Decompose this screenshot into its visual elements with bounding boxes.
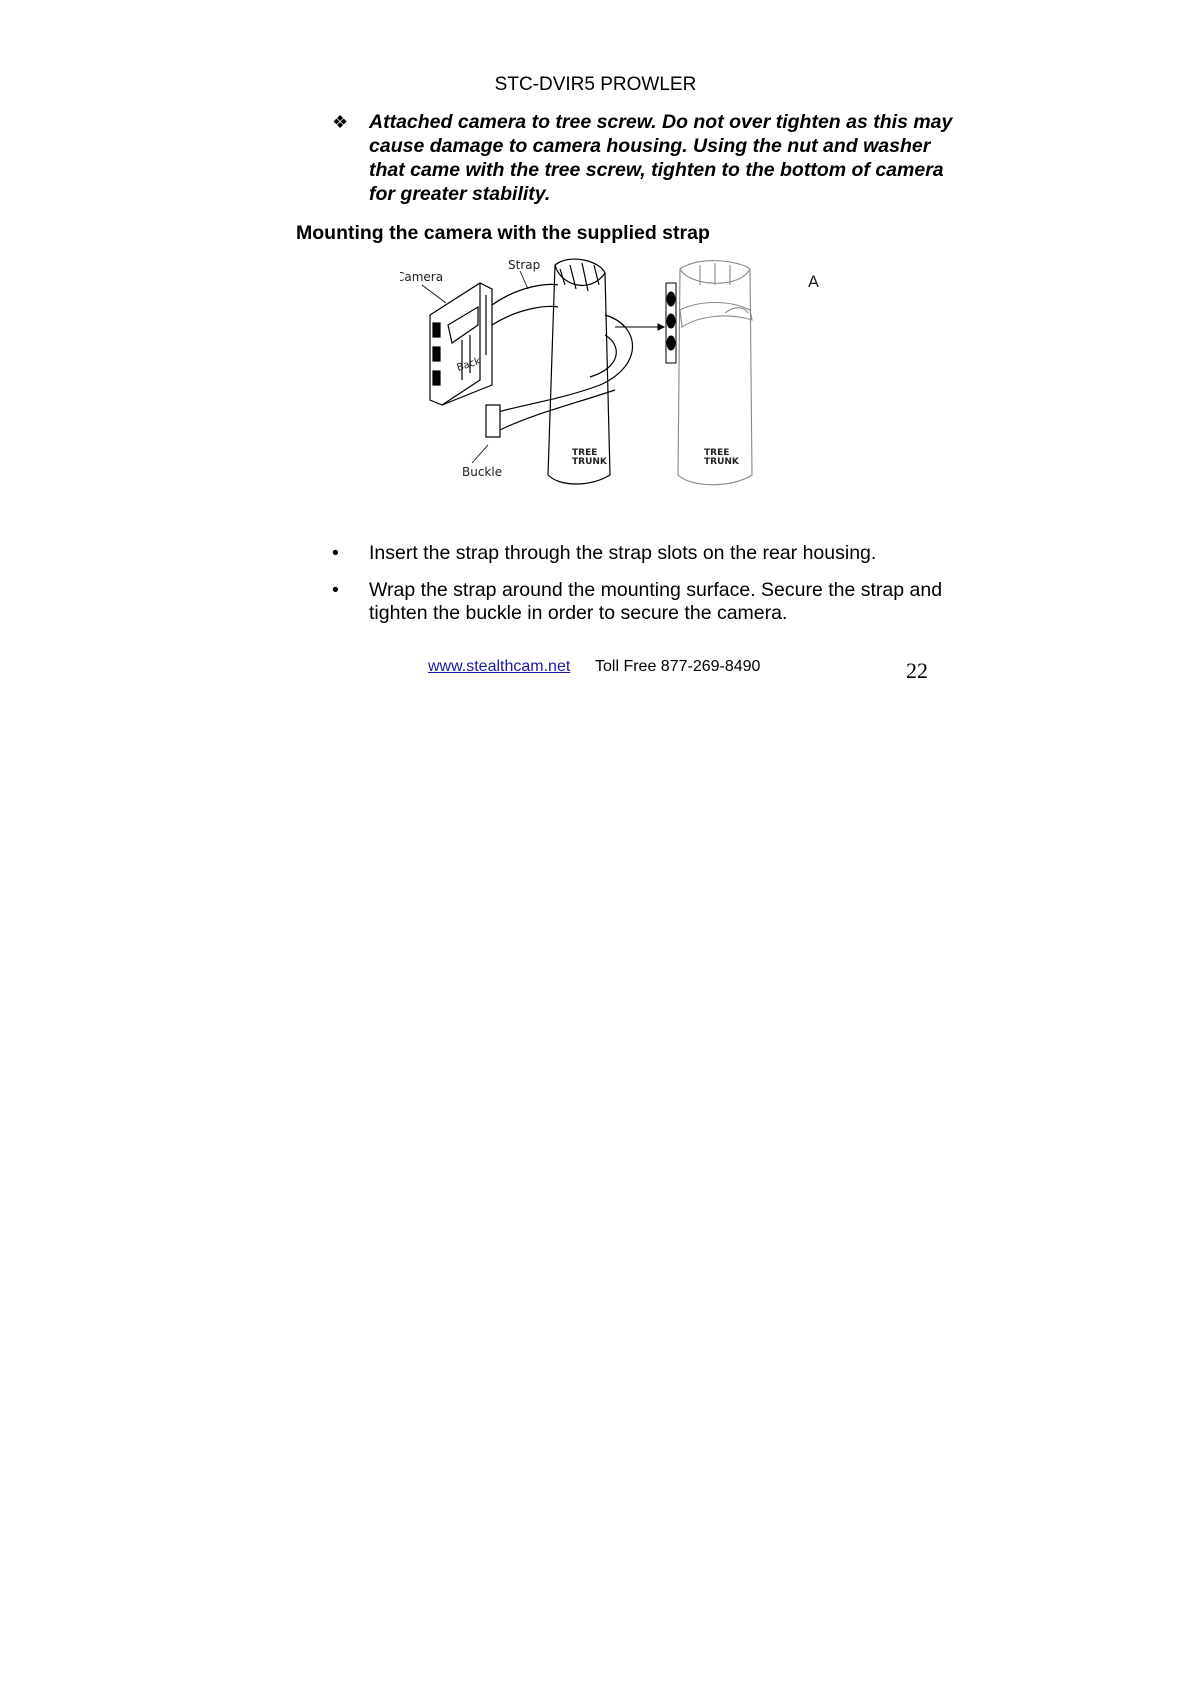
label-back: Back — [455, 355, 483, 374]
page-header: STC-DVIR5 PROWLER — [494, 74, 697, 95]
page-number: 22 — [906, 658, 928, 683]
list-item-text: Insert the strap through the strap slots on the rear housing. — [369, 542, 877, 564]
list-item-text: Wrap the strap around the mounting surface. Secure the strap and tighten the buckle in order to secure the camera. — [369, 579, 943, 624]
list-item — [332, 579, 952, 625]
label-strap: Strap — [508, 258, 541, 272]
note-text: Attached camera to tree screw. Do not over tighten as this may cause damage to camera housing. Using the nut and washer that came with the tree screw, tighten to the bottom of camera for greater stability. — [369, 111, 953, 205]
label-trunk-left: TRUNK — [572, 457, 607, 467]
toll-free-phone: Toll Free 877-269-8490 — [595, 658, 761, 675]
mounted-camera-drawing — [666, 283, 676, 363]
bullet-icon: • — [332, 542, 339, 564]
label-tree-left: TREE — [572, 448, 598, 458]
label-buckle: Buckle — [462, 465, 503, 479]
label-trunk-right: TRUNK — [704, 457, 739, 467]
diamond-bullet-icon: ❖ — [332, 112, 349, 132]
page-footer — [0, 658, 1191, 688]
list-item — [332, 542, 952, 565]
bullet-icon: • — [332, 579, 339, 601]
label-tree-right: TREE — [704, 448, 730, 458]
label-a: A — [808, 272, 819, 291]
instruction-list — [332, 542, 952, 625]
label-camera: Camera — [400, 270, 444, 284]
camera-drawing — [430, 283, 492, 405]
strap-mounting-diagram — [400, 255, 840, 495]
section-heading: Mounting the camera with the supplied strap — [296, 222, 710, 244]
website-link[interactable]: www.stealthcam.net — [428, 658, 571, 675]
